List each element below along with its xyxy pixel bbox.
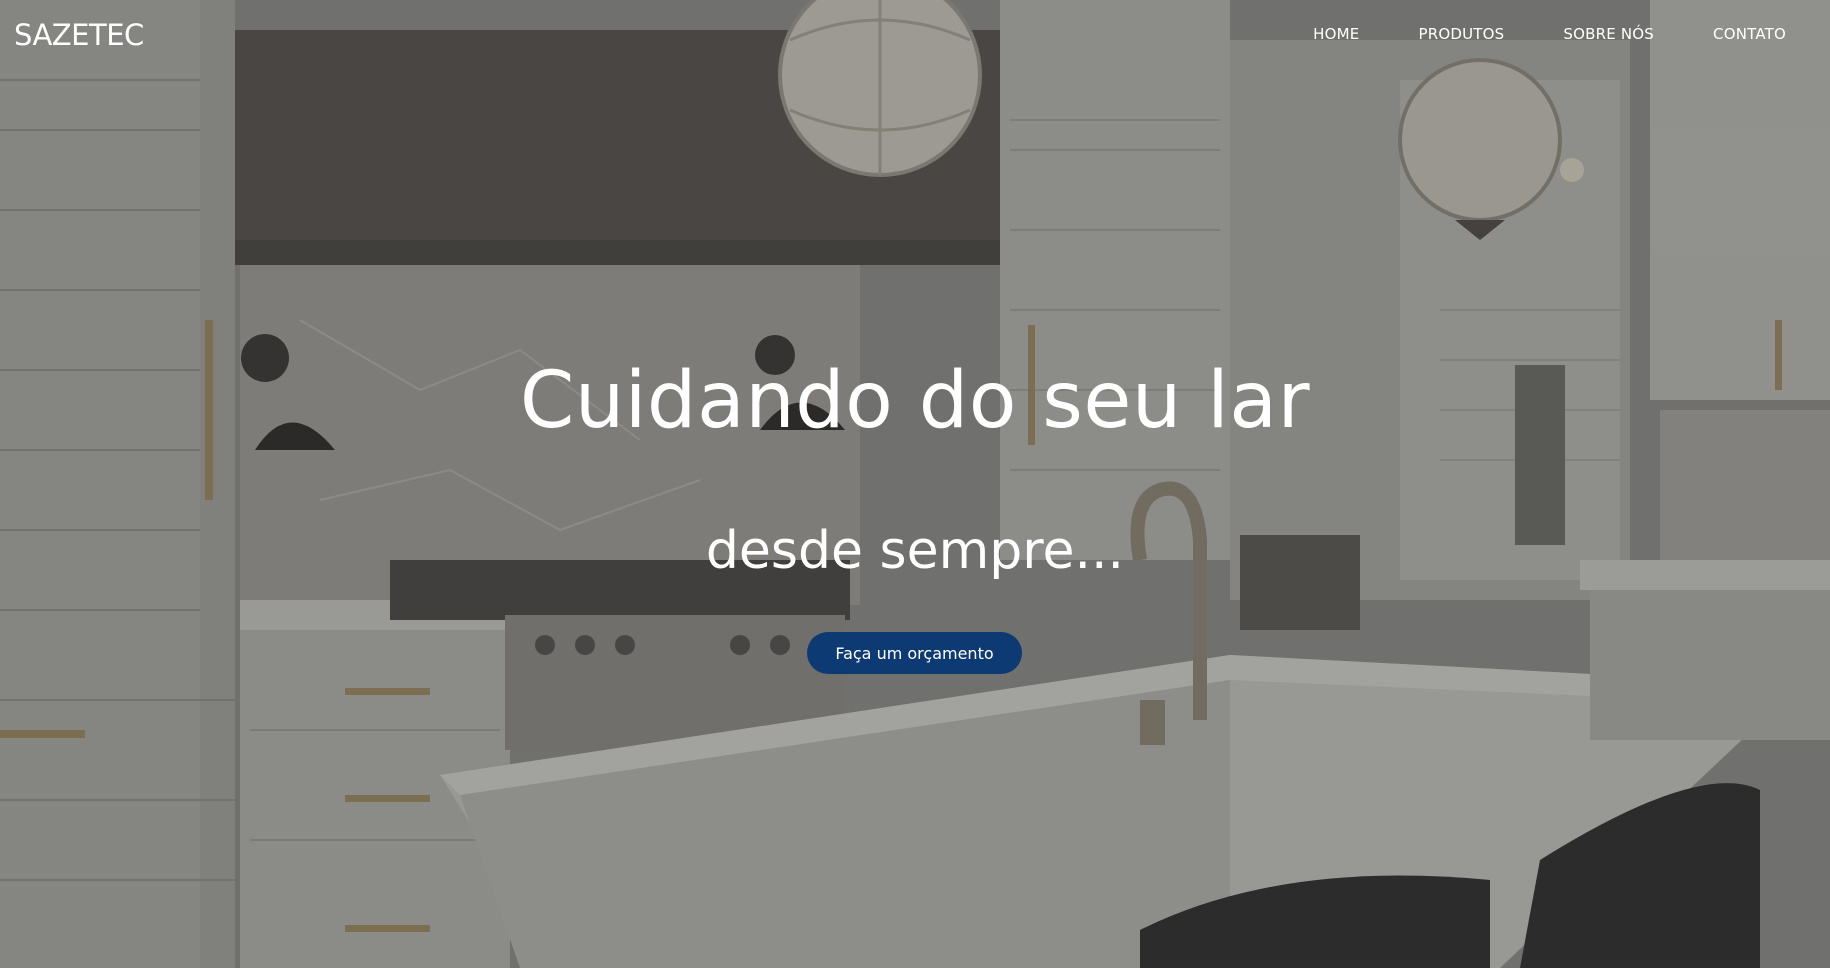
nav-item-sobre-nos[interactable]: SOBRE NÓS [1563, 25, 1655, 43]
brand-logo[interactable]: SAZETEC [14, 18, 144, 52]
main-nav [1254, 25, 1786, 43]
hero-subheadline: desde sempre... [705, 521, 1125, 581]
nav-item-home[interactable]: HOME [1313, 25, 1360, 43]
request-quote-button[interactable]: Faça um orçamento [807, 632, 1022, 674]
nav-item-contato[interactable]: CONTATO [1713, 25, 1786, 43]
nav-item-produtos[interactable]: PRODUTOS [1418, 25, 1505, 43]
hero-headline: Cuidando do seu lar [519, 356, 1311, 446]
site-header [0, 0, 1830, 74]
